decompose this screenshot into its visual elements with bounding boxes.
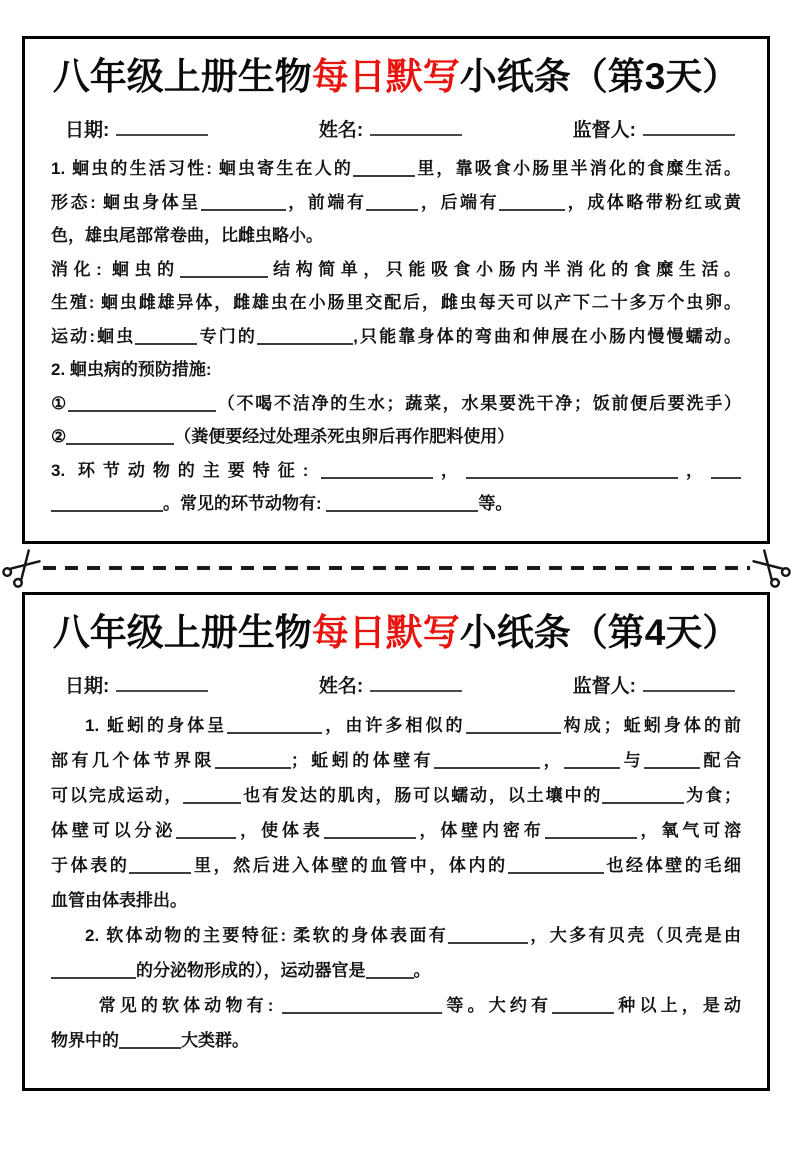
worksheet-slip-day4 bbox=[22, 592, 770, 1091]
fill-in-blank bbox=[68, 393, 216, 412]
fill-in-blank bbox=[215, 750, 291, 769]
dashed-cut-line bbox=[43, 566, 750, 570]
date-blank-line bbox=[116, 115, 208, 136]
name-field bbox=[319, 671, 462, 698]
fill-in-blank bbox=[51, 960, 136, 979]
fill-in-blank bbox=[129, 855, 191, 874]
worksheet-slip-day3 bbox=[22, 36, 770, 544]
fill-in-blank bbox=[564, 750, 620, 769]
title-text-right: 小纸条（第4天） bbox=[459, 612, 740, 653]
fill-in-blank bbox=[499, 192, 565, 211]
fill-in-blank bbox=[366, 960, 414, 979]
date-label: 日期: bbox=[65, 676, 110, 698]
fill-in-blank bbox=[257, 326, 353, 345]
fill-in-blank bbox=[183, 785, 241, 804]
slip-body bbox=[51, 152, 741, 521]
date-blank-line bbox=[116, 671, 208, 692]
supervisor-field bbox=[573, 671, 735, 698]
title-text-left: 八年级上册生物 bbox=[52, 56, 312, 97]
fill-in-blank bbox=[466, 460, 678, 479]
worksheet-line: 色，雄虫尾部常卷曲，比雌虫略小。 bbox=[51, 226, 323, 246]
supervisor-blank-line bbox=[643, 671, 735, 692]
name-field bbox=[319, 115, 462, 142]
supervisor-label: 监督人: bbox=[572, 676, 636, 698]
info-row bbox=[65, 115, 735, 142]
title-text-left: 八年级上册生物 bbox=[52, 612, 312, 653]
worksheet-line: 血管由体表排出。 bbox=[51, 891, 187, 911]
date-field bbox=[65, 115, 208, 142]
worksheet-line: 运动:蛔虫 专门的 ,只能靠身体的弯曲和伸展在小肠内慢慢蠕动。 bbox=[51, 326, 741, 346]
fill-in-blank bbox=[466, 715, 561, 734]
worksheet-line: 。常见的环节动物有: 等。 bbox=[51, 487, 741, 521]
worksheet-line: 的分泌物形成的），运动器官是 。 bbox=[51, 953, 741, 988]
worksheet-line: ② （粪便要经过处理杀死虫卵后再作肥料使用） bbox=[51, 427, 515, 447]
name-label: 姓名: bbox=[318, 676, 364, 698]
worksheet-line: 常见的软体动物有: 等。大约有 种以上，是动 bbox=[98, 996, 742, 1016]
worksheet-line: 物界中的 大类群。 bbox=[51, 1031, 249, 1051]
scissors-icon bbox=[747, 544, 793, 592]
fill-in-blank bbox=[602, 785, 684, 804]
slip-body bbox=[51, 708, 741, 1058]
fill-in-blank bbox=[201, 192, 286, 211]
fill-in-blank bbox=[51, 493, 163, 512]
supervisor-field bbox=[573, 115, 735, 142]
worksheet-line: 消化: 蛔虫的 结构简单，只能吸食小肠内半消化的食糜生活。 bbox=[51, 259, 742, 279]
worksheet-line: 2. 软体动物的主要特征: 柔软的身体表面有 ，大多有贝壳（贝壳是由 bbox=[85, 926, 742, 946]
worksheet-page bbox=[0, 36, 793, 1158]
worksheet-line: 于体表的 里，然后进入体壁的血管中，体内的 也经体壁的毛细 bbox=[51, 856, 742, 876]
fill-in-blank bbox=[448, 925, 528, 944]
slip-title-day4 bbox=[51, 609, 741, 657]
fill-in-blank bbox=[324, 820, 416, 839]
fill-in-blank bbox=[119, 1030, 181, 1049]
name-label: 姓名: bbox=[318, 120, 364, 142]
supervisor-blank-line bbox=[643, 115, 735, 136]
fill-in-blank bbox=[545, 820, 637, 839]
fill-in-blank bbox=[711, 460, 741, 479]
slip-title-day3 bbox=[51, 53, 741, 101]
date-field bbox=[65, 671, 208, 698]
fill-in-blank bbox=[508, 855, 604, 874]
worksheet-line: 可以完成运动， 也有发达的肌肉，肠可以蠕动，以土壤中的 为食； bbox=[51, 786, 742, 806]
worksheet-line: 生殖: 蛔虫雌雄异体，雌雄虫在小肠里交配后，雌虫每天可以产下二十多万个虫卵。 bbox=[51, 293, 741, 313]
fill-in-blank bbox=[135, 326, 197, 345]
fill-in-blank bbox=[66, 426, 174, 445]
fill-in-blank bbox=[434, 750, 540, 769]
fill-in-blank bbox=[321, 460, 433, 479]
scissors-icon bbox=[0, 544, 46, 592]
name-blank-line bbox=[370, 115, 462, 136]
fill-in-blank bbox=[644, 750, 700, 769]
worksheet-line: 1. 蛔虫的生活习性: 蛔虫寄生在人的 里，靠吸食小肠里半消化的食糜生活。 bbox=[51, 159, 741, 179]
worksheet-line: 1. 蚯蚓的身体呈 ，由许多相似的 构成；蚯蚓身体的前 bbox=[85, 716, 742, 736]
name-blank-line bbox=[370, 671, 462, 692]
fill-in-blank bbox=[353, 158, 415, 177]
fill-in-blank bbox=[180, 259, 268, 278]
fill-in-blank bbox=[176, 820, 236, 839]
worksheet-line: 2. 蛔虫病的预防措施: bbox=[51, 360, 212, 380]
title-text-right: 小纸条（第3天） bbox=[459, 56, 740, 97]
worksheet-line: 3. 环节动物的主要特征: ， ， bbox=[51, 454, 741, 488]
fill-in-blank bbox=[552, 995, 614, 1014]
worksheet-line: 部有几个体节界限 ；蚯蚓的体壁有 ， 与 配合 bbox=[51, 751, 742, 771]
fill-in-blank bbox=[326, 493, 478, 512]
fill-in-blank bbox=[366, 192, 418, 211]
worksheet-line: 体壁可以分泌 ，使体表 ，体壁内密布 ，氧气可溶 bbox=[51, 821, 742, 841]
info-row bbox=[65, 671, 735, 698]
supervisor-label: 监督人: bbox=[572, 120, 636, 142]
title-highlight: 每日默写 bbox=[311, 612, 460, 653]
fill-in-blank bbox=[282, 995, 442, 1014]
date-label: 日期: bbox=[65, 120, 110, 142]
title-highlight: 每日默写 bbox=[311, 56, 460, 97]
cut-line-divider bbox=[0, 544, 793, 592]
worksheet-line: 形态: 蛔虫身体呈 ，前端有 ，后端有 ，成体略带粉红或黄 bbox=[51, 192, 742, 212]
worksheet-line: ① （不喝不洁净的生水；蔬菜，水果要洗干净；饭前便后要洗手） bbox=[51, 393, 741, 413]
fill-in-blank bbox=[227, 715, 322, 734]
